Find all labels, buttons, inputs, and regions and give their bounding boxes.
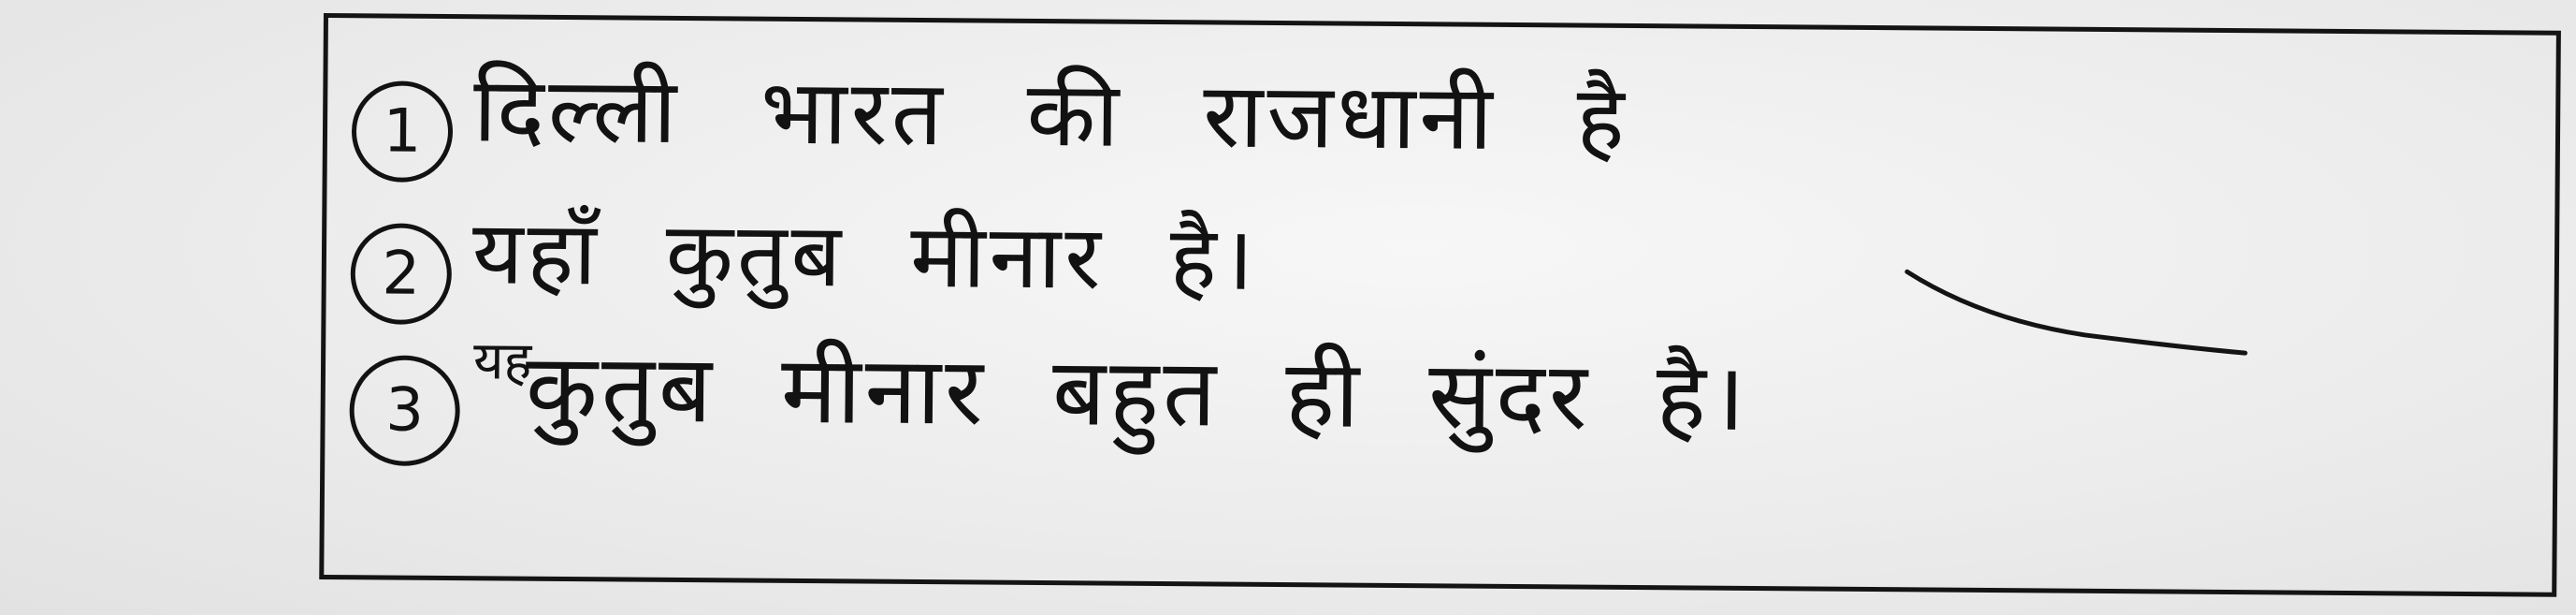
word: भारत: [760, 59, 948, 167]
word: राजधानी: [1202, 63, 1498, 170]
word: बहुत: [1051, 337, 1221, 448]
sentence-line-2: [326, 188, 1323, 320]
word: यहाँ: [471, 202, 601, 306]
answer-box: [319, 13, 2561, 597]
stray-pen-stroke: [1897, 253, 2253, 359]
word: मीनार: [909, 205, 1106, 310]
sentence-line-3: [325, 319, 1815, 465]
word: सुंदर: [1427, 340, 1592, 451]
sentence-number-2: 2: [350, 223, 452, 325]
word: की: [1026, 61, 1123, 168]
word: दिल्ली: [472, 57, 681, 164]
word: मीनार: [780, 334, 988, 447]
sentence-number-3: 3: [349, 355, 460, 466]
word: है।: [1169, 208, 1258, 311]
word: कुतुब: [525, 332, 716, 445]
word: ही: [1284, 339, 1364, 449]
sentence-line-1: [327, 44, 1709, 182]
word: है।: [1656, 342, 1750, 452]
word: कुतुब: [665, 203, 846, 308]
sentence-number-1: 1: [352, 81, 454, 183]
word: है: [1576, 66, 1629, 171]
inserted-word: यह: [472, 330, 532, 392]
